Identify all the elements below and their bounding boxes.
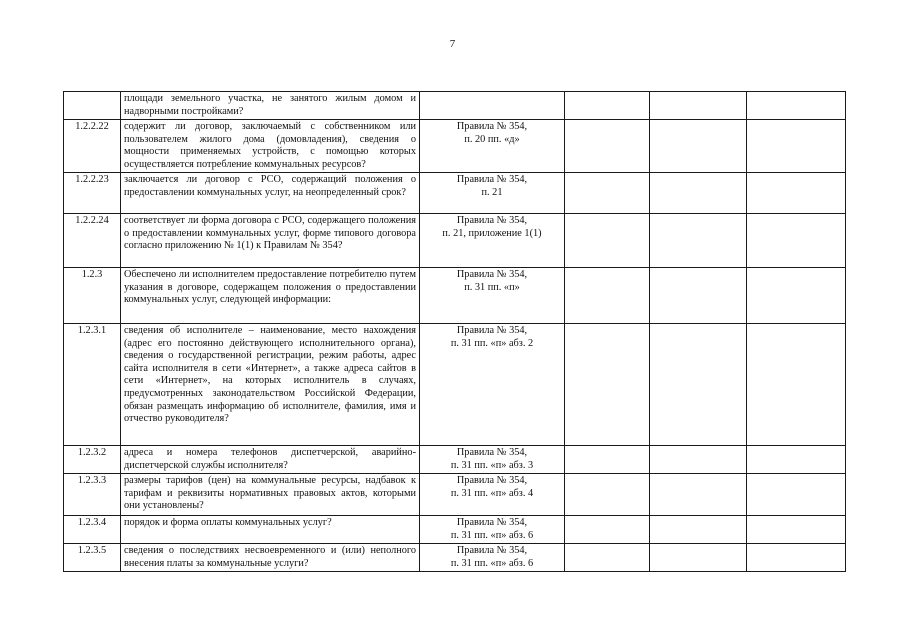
legal-reference	[420, 268, 565, 324]
reference-line: п. 31 пп. «п» абз. 6	[450, 529, 534, 541]
answer-cell[interactable]	[650, 474, 747, 516]
table-row	[64, 268, 846, 324]
answer-cell[interactable]	[747, 446, 846, 474]
answer-cell[interactable]	[747, 474, 846, 516]
legal-reference	[420, 446, 565, 474]
question-text: порядок и форма оплаты коммунальных услуг?	[121, 516, 420, 544]
row-number: 1.2.2.23	[64, 173, 121, 214]
answer-cell[interactable]	[747, 544, 846, 572]
answer-cell[interactable]	[565, 324, 650, 446]
legal-reference	[420, 516, 565, 544]
legal-reference	[420, 173, 565, 214]
question-text: соответствует ли форма договора с РСО, содержащего положения о предоставлении коммунальных услуг, форме типового договора согласно приложению № 1(1) к Правилам № 354?	[121, 214, 420, 268]
question-text: площади земельного участка, не занятого жилым домом и надворными постройками?	[121, 92, 420, 120]
answer-cell[interactable]	[747, 268, 846, 324]
table-row	[64, 173, 846, 214]
answer-cell[interactable]	[565, 446, 650, 474]
question-text: адреса и номера телефонов диспетчерской, аварийно-диспетчерской службы исполнителя?	[121, 446, 420, 474]
reference-line: Правила № 354,	[456, 475, 528, 486]
row-number: 1.2.2.22	[64, 120, 121, 173]
reference-line: п. 31 пп. «п» абз. 2	[450, 337, 534, 349]
checklist-table	[63, 91, 846, 572]
reference-line: Правила № 354,	[456, 545, 528, 556]
answer-cell[interactable]	[650, 173, 747, 214]
answer-cell[interactable]	[747, 214, 846, 268]
table-row	[64, 516, 846, 544]
legal-reference	[420, 324, 565, 446]
answer-cell[interactable]	[565, 544, 650, 572]
reference-line: п. 21, приложение 1(1)	[442, 227, 542, 239]
reference-line: Правила № 354,	[456, 215, 528, 226]
answer-cell[interactable]	[650, 268, 747, 324]
reference-line: Правила № 354,	[456, 447, 528, 458]
answer-cell[interactable]	[747, 120, 846, 173]
answer-cell[interactable]	[565, 474, 650, 516]
reference-line: п. 31 пп. «п» абз. 6	[450, 557, 534, 569]
legal-reference	[420, 214, 565, 268]
answer-cell[interactable]	[650, 120, 747, 173]
table-row	[64, 544, 846, 572]
question-text: сведения об исполнителе – наименование, место нахождения (адрес его постоянно действующего исполнительного органа), сведения о государственной регистрации, режим работы, адрес сайта исполнителя в сети «Интернет», а также адреса сайтов в сети «Интернет», на которых исполнитель в случаях, предусмотренных законодательством Российской Федерации, обязан размещать информацию об исполнителе, фамилия, имя и отчество руководителя?	[121, 324, 420, 446]
reference-line: п. 31 пп. «п»	[464, 281, 520, 293]
row-number: 1.2.3.5	[64, 544, 121, 572]
answer-cell[interactable]	[650, 324, 747, 446]
row-number: 1.2.3.2	[64, 446, 121, 474]
row-number: 1.2.3	[64, 268, 121, 324]
legal-reference	[420, 474, 565, 516]
row-number	[64, 92, 121, 120]
reference-line: Правила № 354,	[456, 325, 528, 336]
answer-cell[interactable]	[747, 173, 846, 214]
answer-cell[interactable]	[650, 446, 747, 474]
answer-cell[interactable]	[650, 214, 747, 268]
question-text: содержит ли договор, заключаемый с собственником или пользователем жилого дома (домовладения), сведения о мощности применяемых устройств, с помощью которых осуществляется потребление коммунальных ресурсов?	[121, 120, 420, 173]
question-text: сведения о последствиях несвоевременного и (или) неполного внесения платы за коммунальные услуги?	[121, 544, 420, 572]
answer-cell[interactable]	[565, 268, 650, 324]
answer-cell[interactable]	[650, 544, 747, 572]
reference-line: Правила № 354,	[456, 121, 528, 132]
row-number: 1.2.2.24	[64, 214, 121, 268]
page-number: 7	[449, 38, 456, 50]
table-row	[64, 474, 846, 516]
table-row	[64, 446, 846, 474]
reference-line: п. 20 пп. «д»	[464, 133, 520, 145]
row-number: 1.2.3.4	[64, 516, 121, 544]
answer-cell[interactable]	[747, 516, 846, 544]
answer-cell[interactable]	[650, 516, 747, 544]
reference-line: Правила № 354,	[456, 269, 528, 280]
table-row	[64, 214, 846, 268]
question-text: Обеспечено ли исполнителем предоставление потребителю путем указания в договоре, содержащем положения о предоставлении коммунальных услуг, следующей информации:	[121, 268, 420, 324]
question-text: размеры тарифов (цен) на коммунальные ресурсы, надбавок к тарифам и реквизиты нормативных правовых актов, которыми они установлены?	[121, 474, 420, 516]
answer-cell[interactable]	[565, 92, 650, 120]
reference-line: п. 31 пп. «п» абз. 3	[450, 459, 534, 471]
answer-cell[interactable]	[565, 516, 650, 544]
legal-reference	[420, 92, 565, 120]
answer-cell[interactable]	[565, 173, 650, 214]
answer-cell[interactable]	[565, 120, 650, 173]
answer-cell[interactable]	[650, 92, 747, 120]
reference-line: Правила № 354,	[456, 517, 528, 528]
legal-reference	[420, 544, 565, 572]
answer-cell[interactable]	[565, 214, 650, 268]
reference-line: п. 31 пп. «п» абз. 4	[450, 487, 534, 499]
row-number: 1.2.3.3	[64, 474, 121, 516]
question-text: заключается ли договор с РСО, содержащий положения о предоставлении коммунальных услуг, на неопределенный срок?	[121, 173, 420, 214]
table-row	[64, 92, 846, 120]
table-row	[64, 120, 846, 173]
legal-reference	[420, 120, 565, 173]
row-number: 1.2.3.1	[64, 324, 121, 446]
reference-line: п. 21	[481, 186, 503, 198]
reference-line: Правила № 354,	[456, 174, 528, 185]
table-row	[64, 324, 846, 446]
answer-cell[interactable]	[747, 92, 846, 120]
answer-cell[interactable]	[747, 324, 846, 446]
